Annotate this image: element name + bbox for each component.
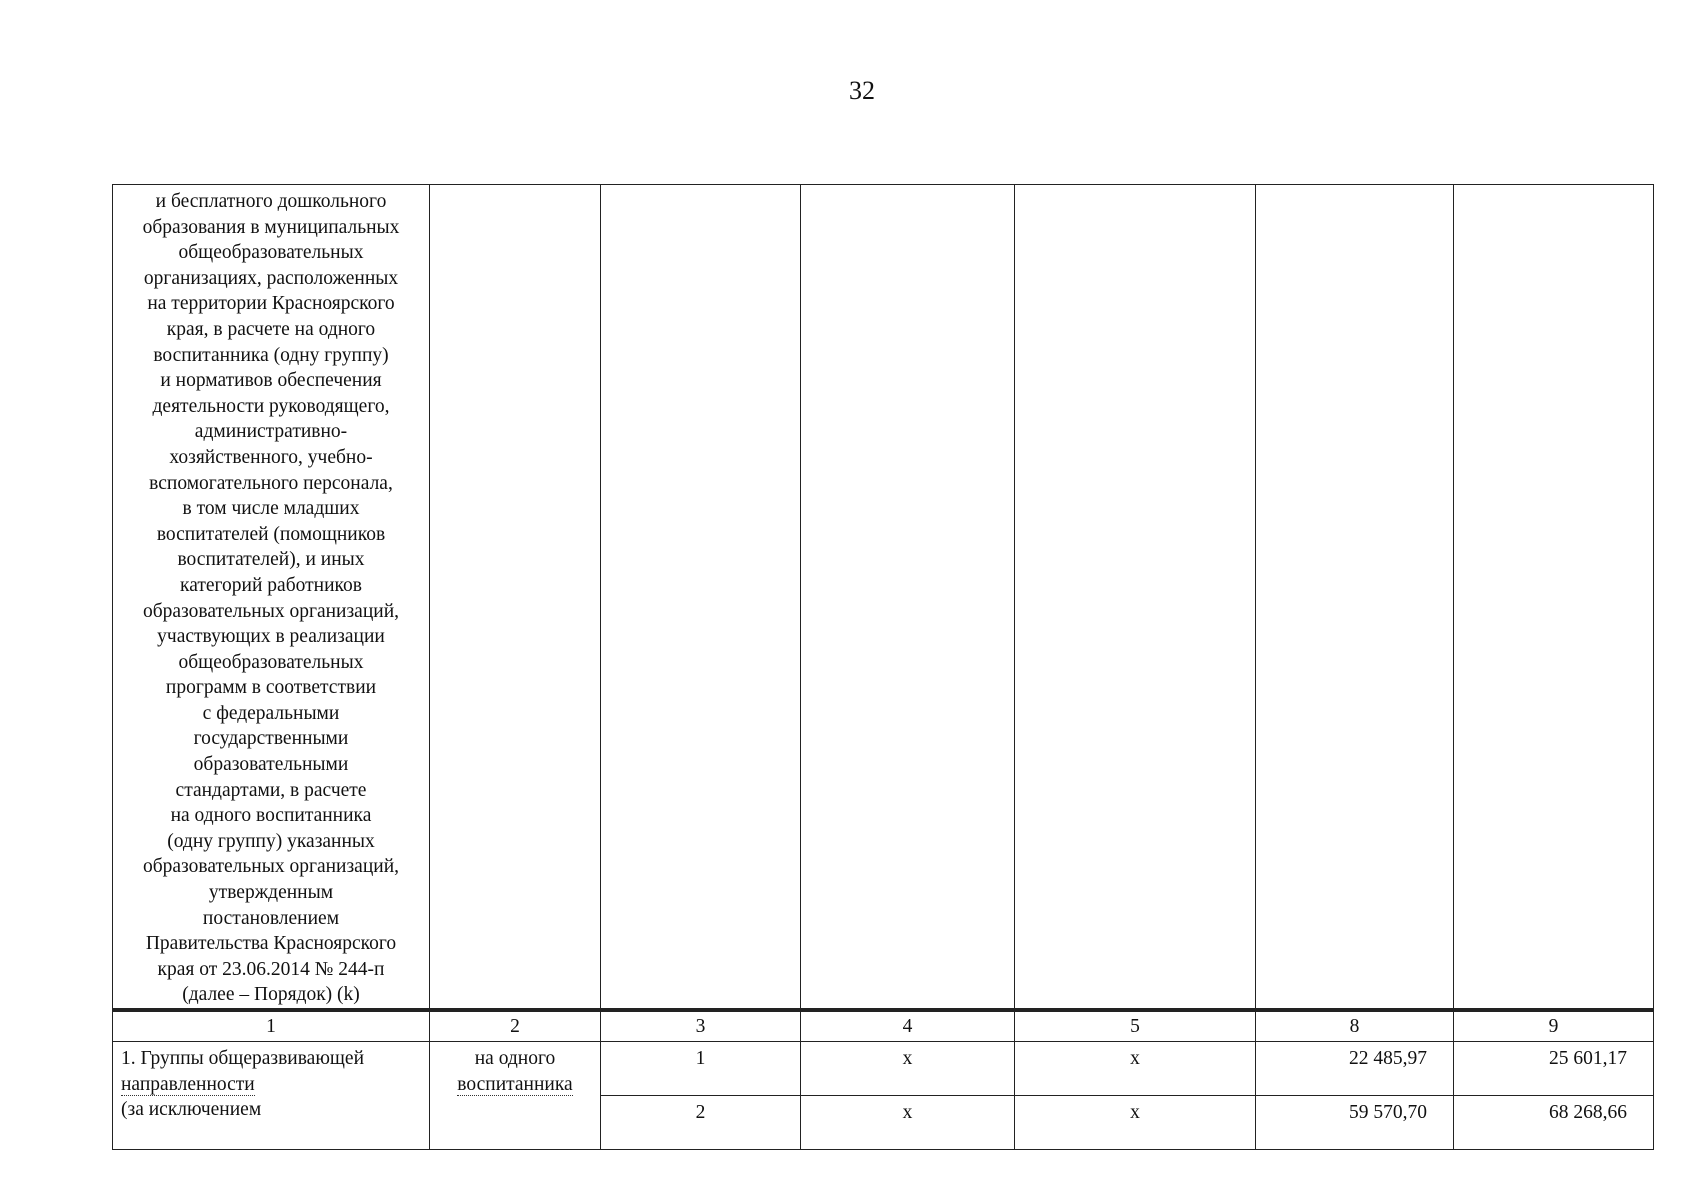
desc-line: на территории Красноярского <box>147 293 395 315</box>
continued-description-cell <box>113 185 430 1011</box>
desc-line: воспитанника (одну группу) <box>153 344 389 366</box>
desc-line: образовательных организаций, <box>142 600 400 622</box>
empty-cell <box>1454 185 1654 1011</box>
desc-line: категорий работников <box>180 574 362 596</box>
group-name-line: 1. Группы общеразвивающей <box>121 1048 365 1069</box>
group-name-line: направленности <box>121 1073 255 1095</box>
cell-col9: 68 268,66 <box>1454 1096 1654 1150</box>
desc-line: воспитателей (помощников <box>156 523 386 545</box>
desc-line: в том числе младших <box>182 498 360 520</box>
cell-col8: 59 570,70 <box>1256 1096 1454 1150</box>
empty-cell <box>1015 185 1256 1011</box>
desc-line: края от 23.06.2014 № 244-п <box>157 958 385 980</box>
desc-line: деятельности руководящего, <box>152 395 390 417</box>
empty-cell <box>801 185 1015 1011</box>
group-name-cell <box>113 1042 430 1150</box>
continued-row <box>113 185 1654 1011</box>
column-number: 4 <box>801 1010 1015 1042</box>
desc-line: общеобразовательных <box>178 651 364 673</box>
cell-col4: x <box>801 1096 1015 1150</box>
desc-line: и бесплатного дошкольного <box>155 191 387 212</box>
cell-col8: 22 485,97 <box>1256 1042 1454 1096</box>
desc-line: государственными <box>193 728 349 750</box>
desc-line: административно- <box>194 421 348 443</box>
column-number: 8 <box>1256 1010 1454 1042</box>
unit-line: на одного <box>474 1048 556 1069</box>
column-number: 3 <box>601 1010 801 1042</box>
column-number: 2 <box>430 1010 601 1042</box>
desc-line: воспитателей), и иных <box>177 549 365 571</box>
desc-line: участвующих в реализации <box>157 626 385 648</box>
desc-line: образовательных организаций, <box>142 856 400 878</box>
desc-line: общеобразовательных <box>178 242 364 264</box>
desc-line: и нормативов обеспечения <box>160 370 382 392</box>
unit-cell <box>430 1042 601 1150</box>
cell-col9: 25 601,17 <box>1454 1042 1654 1096</box>
desc-line: (далее – Порядок) (k) <box>182 984 360 1006</box>
unit-line: воспитанника <box>457 1073 573 1095</box>
desc-line: утвержденным <box>208 882 334 904</box>
column-number: 9 <box>1454 1010 1654 1042</box>
table-row <box>113 1042 1654 1096</box>
desc-line: края, в расчете на одного <box>166 318 376 340</box>
desc-line: образования в муниципальных <box>142 216 400 238</box>
desc-line: программ в соответствии <box>165 677 377 699</box>
desc-line: организациях, расположенных <box>143 267 399 289</box>
empty-cell <box>601 185 801 1011</box>
empty-cell <box>1256 185 1454 1011</box>
cell-col5: x <box>1015 1096 1256 1150</box>
desc-line: стандартами, в расчете <box>175 779 367 801</box>
group-name-line: (за исключением <box>121 1099 262 1121</box>
desc-line: вспомогательного персонала, <box>149 472 393 494</box>
desc-line: с федеральными <box>202 702 340 724</box>
column-number: 1 <box>113 1010 430 1042</box>
desc-line: на одного воспитанника <box>170 805 372 827</box>
desc-line: (одну группу) указанных <box>167 830 375 852</box>
column-number: 5 <box>1015 1010 1256 1042</box>
desc-line: Правительства Красноярского <box>145 933 397 955</box>
column-number-row <box>113 1010 1654 1042</box>
cell-col5: x <box>1015 1042 1256 1096</box>
desc-line: образовательными <box>193 754 349 776</box>
norms-table <box>112 184 1654 1150</box>
cell-col3: 2 <box>601 1096 801 1150</box>
empty-cell <box>430 185 601 1011</box>
page-number: 32 <box>849 76 875 105</box>
desc-line: хозяйственного, учебно- <box>169 446 373 468</box>
desc-line: постановлением <box>202 907 340 929</box>
cell-col3: 1 <box>601 1042 801 1096</box>
cell-col4: x <box>801 1042 1015 1096</box>
